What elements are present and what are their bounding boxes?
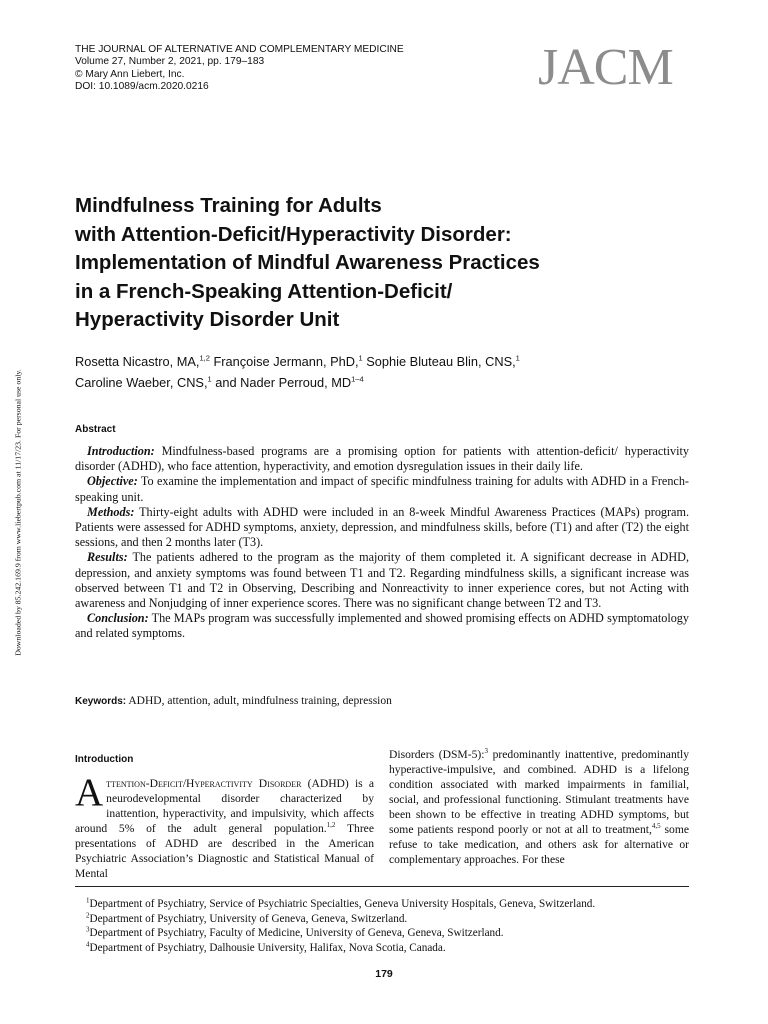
journal-copyright: © Mary Ann Liebert, Inc. <box>75 68 185 80</box>
body-text: predominantly inattentive, predominantly hyperactive-impulsive, and combined. ADHD is a lifelong condition associated with marked impairments in familial, social, and professional functioning. Stimulant treatments have been shown to be effective in treating ADHD symptoms, but some patients respond poorly or not at all to treatment, <box>389 748 689 836</box>
section-text: Thirty-eight adults with ADHD were included in an 8-week Mindful Awareness Practices (MAPs) program. Patients were assessed for ADHD symptoms, anxiety, depression, and mindfulness skills, before (T1) and after (T2) the eight sessions, and then 2 months later (T3). <box>75 504 689 550</box>
affiliation-text: Department of Psychiatry, University of Geneva, Geneva, Switzerland. <box>89 912 408 925</box>
page-number: 179 <box>375 968 393 980</box>
affiliation-text: Department of Psychiatry, Dalhousie University, Halifax, Nova Scotia, Canada. <box>89 941 446 954</box>
author-name: Caroline Waeber, CNS, <box>75 375 208 390</box>
affiliation-text: Department of Psychiatry, Service of Psychiatric Specialties, Geneva University Hospitals, Geneva, Switzerland. <box>89 898 596 910</box>
section-label: Results: <box>87 550 128 565</box>
affiliation-item <box>86 897 686 912</box>
keywords-label: Keywords: <box>75 696 127 707</box>
affiliation-number: 3 <box>86 925 90 934</box>
section-text: The MAPs program was successfully implemented and showed promising effects on ADHD symptomatology and related symptoms. <box>75 611 689 641</box>
affiliation-text: Department of Psychiatry, Faculty of Medicine, University of Geneva, Geneva, Switzerland. <box>89 927 504 940</box>
section-text: The patients adhered to the program as the majority of them completed it. A significant decrease in ADHD, depression, and anxiety symptoms was found between T1 and T2. Regarding mindfulness skills, a significant increase was observed between T1 and T2 in Observing, Describing and Nonreactivity to inner experience cores, but not Acting with awareness and Nonjudging of inner experience scores. There was no significant change between T2 and T3. <box>75 550 689 611</box>
introduction-heading: Introduction <box>75 754 134 765</box>
affiliation-item <box>86 912 686 927</box>
author-affiliation: 1 <box>515 353 520 363</box>
abstract-results <box>75 550 689 611</box>
journal-doi: DOI: 10.1089/acm.2020.0216 <box>75 81 209 93</box>
author-affiliation: 1 <box>358 353 363 363</box>
body-text: Three presentations of ADHD are described in the American Psychiatric Association’s Diagnostic and Statistical Manual of Mental <box>75 822 374 880</box>
title-line: Implementation of Mindful Awareness Practices <box>75 251 540 275</box>
abstract-conclusion <box>75 611 689 641</box>
affiliation-number: 4 <box>86 940 90 949</box>
journal-header <box>75 44 404 94</box>
keywords <box>75 694 689 709</box>
keywords-text: ADHD, attention, adult, mindfulness training, depression <box>126 695 392 707</box>
body-column-left <box>75 771 374 881</box>
section-text: Mindfulness-based programs are a promising option for patients with attention-deficit/ hyperactivity disorder (ADHD), who face attention, hyperactivity, and emotion dysregulation issues in their daily life. <box>75 444 689 474</box>
article-title <box>75 192 635 335</box>
author-list <box>75 351 635 393</box>
citation-ref: 4,5 <box>651 822 661 831</box>
section-label: Introduction: <box>87 444 155 458</box>
citation-ref: 1,2 <box>326 821 336 830</box>
affiliation-number: 1 <box>86 896 90 905</box>
citation-ref: 3 <box>484 747 488 756</box>
author-line <box>75 372 635 393</box>
author-affiliation: 1 <box>207 374 212 384</box>
affiliation-item <box>86 941 686 956</box>
title-line: Mindfulness Training for Adults <box>75 194 382 217</box>
section-label: Objective: <box>87 474 138 489</box>
abstract-introduction <box>75 444 689 474</box>
abstract-body <box>75 444 689 642</box>
drop-cap: A <box>75 771 104 814</box>
title-line: Hyperactivity Disorder Unit <box>75 308 340 332</box>
section-text: To examine the implementation and impact of specific mindfulness training for adults with ADHD in a French-speaking unit. <box>75 474 689 504</box>
journal-volume: Volume 27, Number 2, 2021, pp. 179–183 <box>75 56 265 68</box>
small-caps-term: ttention-Deficit/Hyperactivity Disorder <box>106 777 302 790</box>
body-text: Disorders (DSM-5): <box>389 748 485 761</box>
abstract-heading: Abstract <box>75 424 116 435</box>
body-text: some refuse to take medication, and others ask for alternative or complementary approaches. For these <box>389 823 689 866</box>
author-line <box>75 351 635 372</box>
abstract-objective <box>75 474 689 504</box>
body-column-right <box>389 747 689 867</box>
author-name: Rosetta Nicastro, MA, <box>75 354 200 369</box>
title-line: in a French-Speaking Attention-Deficit/ <box>75 279 453 303</box>
journal-name: THE JOURNAL OF ALTERNATIVE AND COMPLEMENTARY MEDICINE <box>75 44 404 55</box>
body-text: (ADHD) is a neurodevelopmental disorder characterized by inattention, hyperactivity, and impulsivity, which affects around 5% of the adult general population. <box>75 777 374 835</box>
footnote-divider <box>75 886 689 887</box>
journal-logo: JACM <box>538 39 673 96</box>
affiliations <box>86 897 686 955</box>
author-name: Sophie Bluteau Blin, CNS, <box>362 354 516 369</box>
abstract-methods <box>75 505 689 551</box>
section-label: Conclusion: <box>87 611 149 626</box>
affiliation-number: 2 <box>86 910 90 919</box>
author-name: Françoise Jermann, PhD, <box>209 354 359 369</box>
author-name: and Nader Perroud, MD <box>211 375 352 390</box>
author-affiliation: 1,2 <box>199 353 210 363</box>
section-label: Methods: <box>87 504 135 519</box>
download-note: Downloaded by 85.242.169.9 from www.liebertpub.com at 11/17/23. For personal use only. <box>13 369 23 656</box>
title-line: with Attention-Deficit/Hyperactivity Disorder: <box>75 222 512 246</box>
author-affiliation: 1–4 <box>351 374 364 384</box>
affiliation-item <box>86 926 686 941</box>
